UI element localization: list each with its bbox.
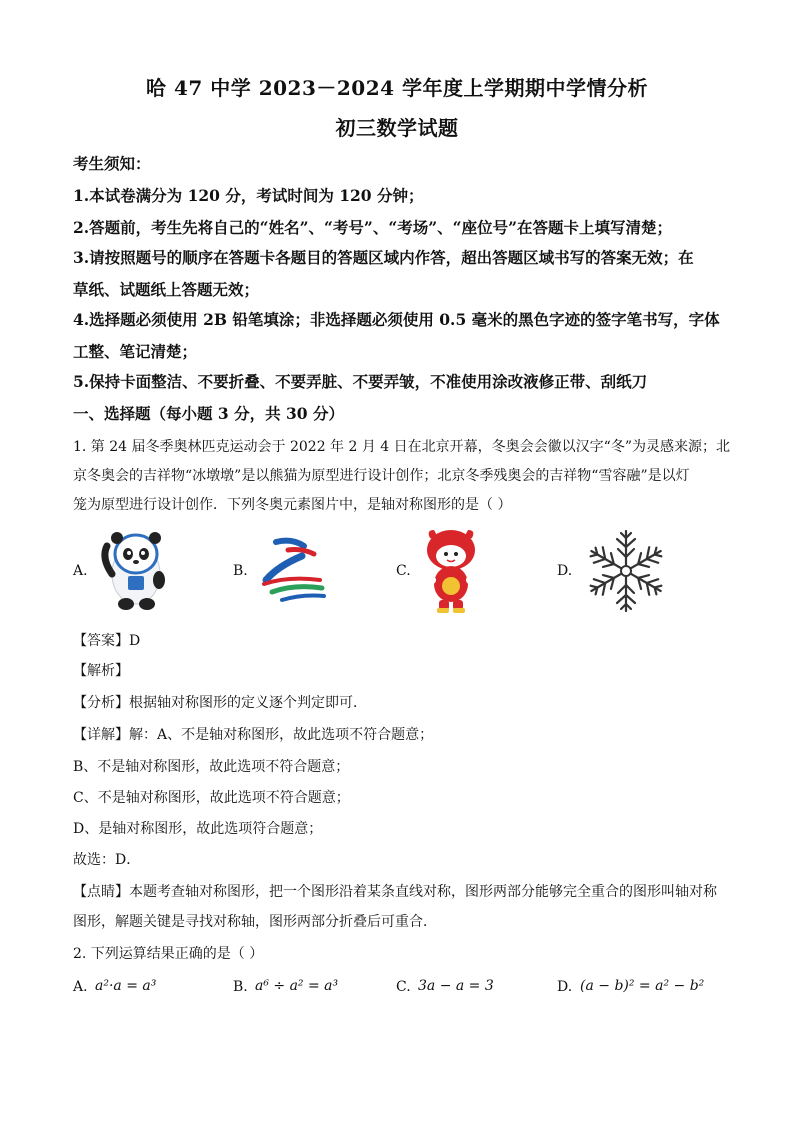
q2-option-d-label: D. [557,979,573,995]
notice-item: 工整、笔记清楚； [73,342,198,361]
question-1-stem: 京冬奥会的吉祥物“冰墩墩”是以熊猫为原型进行设计创作；北京冬季残奥会的吉祥物“雪容融”是以灯 [73,468,690,484]
notice-item: 4.选择题必须使用 2B 铅笔填涂；非选择题必须使用 0.5 毫米的黑色字迹的签字笔书写，字体 [73,310,720,329]
notice-item: 1.本试卷满分为 120 分，考试时间为 120 分钟； [73,186,424,205]
q2-option-b-label: B. [233,979,248,995]
winter-olympics-emblem-image [258,536,330,610]
analysis-line: 【详解】解：A、不是轴对称图形，故此选项不符合题意； [73,727,434,743]
section-heading: 一、选择题（每小题 3 分，共 30 分） [73,404,344,423]
q2-option-b-expr: a⁶ ÷ a² = a³ [255,978,339,994]
analysis-tag: 【解析】 [73,663,129,679]
analysis-line: D、是轴对称图形，故此选项符合题意； [73,821,323,837]
option-a-label: A. [73,563,88,579]
analysis-line: 【点睛】本题考查轴对称图形，把一个图形沿着某条直线对称，图形两部分能够完全重合的图形叫轴对称 [73,884,717,900]
snowflake-image [580,528,672,618]
analysis-line: 图形，解题关键是寻找对称轴，图形两部分折叠后可重合． [73,914,437,930]
q2-option-c-label: C. [396,979,411,995]
analysis-line: 【分析】根据轴对称图形的定义逐个判定即可． [73,695,367,711]
analysis-line: C、不是轴对称图形，故此选项不符合题意； [73,790,350,806]
question-1-stem: 1. 第 24 届冬季奥林匹克运动会于 2022 年 2 月 4 日在北京开幕，冬奥会会徽以汉字“冬”为灵感来源；北 [73,439,730,455]
q2-option-a-expr: a²·a = a³ [95,978,157,994]
notice-item: 草纸、试题纸上答题无效； [73,280,260,299]
option-c-label: C. [396,563,411,579]
page-subtitle: 初三数学试题 [335,116,459,140]
analysis-line: B、不是轴对称图形，故此选项不符合题意； [73,759,350,775]
notice-item: 2.答题前，考生先将自己的“姓名”、“考号”、“考场”、“座位号”在答题卡上填写清楚； [73,218,673,237]
page-title: 哈 47 中学 2023－2024 学年度上学期期中学情分析 [145,76,648,100]
option-b-label: B. [233,563,248,579]
question-2-stem: 2. 下列运算结果正确的是（ ） [73,946,264,962]
notice-heading: 考生须知： [73,154,151,173]
notice-item: 3.请按照题号的顺序在答题卡各题目的答题区域内作答，超出答题区域书写的答案无效；在 [73,248,694,267]
q2-option-a-label: A. [73,979,88,995]
notice-item: 5.保持卡面整洁、不要折叠、不要弄脏、不要弄皱，不准使用涂改液修正带、刮纸刀 [73,372,648,391]
shuey-rhon-rhon-image [416,526,486,620]
analysis-line: 故选：D． [73,852,141,868]
answer-tag: 【答案】D [73,633,141,649]
question-1-stem: 笼为原型进行设计创作．下列冬奥元素图片中，是轴对称图形的是（ ） [73,497,512,513]
bing-dwen-dwen-image [97,528,175,616]
q2-option-d-expr: (a − b)² = a² − b² [580,978,705,994]
q2-option-c-expr: 3a − a = 3 [418,978,494,994]
option-d-label: D. [557,563,573,579]
